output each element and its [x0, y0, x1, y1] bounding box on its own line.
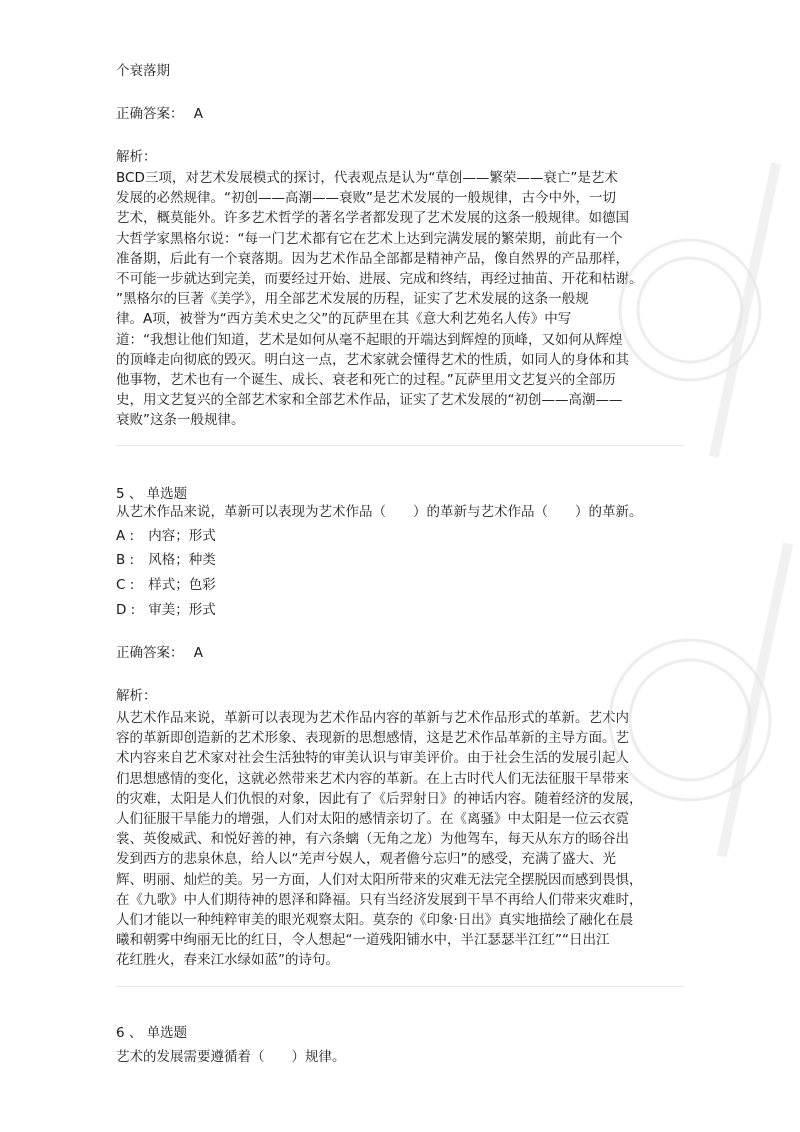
analysis-line: 艺术，概莫能外。许多艺术哲学的著名学者都发现了艺术发展的这条一般规律。如德国 — [116, 210, 629, 227]
q5-header: 5 、 单选题 — [116, 486, 188, 502]
q5-analysis-label: 解析： — [116, 688, 157, 704]
analysis-line: 大哲学家黑格尔说：“每一门艺术都有它在艺术上达到完满发展的繁荣期，前此有一个 — [116, 230, 623, 247]
option-c[interactable] — [116, 575, 216, 595]
option-text: 风格；种类 — [148, 552, 216, 568]
divider — [116, 986, 684, 987]
analysis-line: 人们征服干旱能力的增强，人们对太阳的感情亲切了。在《离骚》中太阳是一位云衣霓 — [116, 811, 629, 827]
q4-analysis-label: 解析： — [116, 149, 157, 165]
option-letter: D : — [116, 602, 136, 618]
answer-value: A — [193, 645, 204, 661]
option-a[interactable] — [116, 526, 216, 546]
option-b[interactable] — [116, 550, 216, 570]
option-letter: C : — [116, 577, 135, 593]
analysis-line: 的灾难，太阳是人们仇恨的对象，因此有了《后羿射日》的神话内容。随着经济的发展， — [116, 790, 643, 807]
analysis-line: 曦和朝雾中绚丽无比的红日，令人想起“一道残阳铺水中，半江瑟瑟半江红”“日出江 — [116, 932, 610, 949]
q4-answer — [116, 104, 203, 124]
option-d[interactable] — [116, 600, 216, 620]
analysis-line: 他事物，艺术也有一个诞生、成长、衰老和死亡的过程。”瓦萨里用文艺复兴的全部历 — [116, 372, 616, 388]
top-fragment: 个衰落期 — [116, 63, 170, 79]
analysis-line: 辉、明丽、灿烂的美。另一方面，人们对太阳所带来的灾难无法完全摆脱因而感到畏惧， — [116, 871, 643, 888]
option-letter: B : — [116, 552, 135, 568]
option-text: 审美；形式 — [148, 602, 216, 618]
analysis-line: 人们才能以一种纯粹审美的眼光观察太阳。莫奈的《印象·日出》真实地描绘了融化在晨 — [116, 912, 634, 928]
option-text: 内容；形式 — [148, 528, 216, 544]
analysis-line: 在《九歌》中人们期待神的恩泽和降福。只有当经济发展到干旱不再给人们带来灾难时， — [116, 891, 643, 908]
answer-value: A — [193, 106, 204, 122]
analysis-line: 律。A项，被誉为“西方美术史之父”的瓦萨里在其《意大利艺苑名人传》中写 — [116, 311, 572, 328]
analysis-line: 从艺术作品来说，革新可以表现为艺术作品内容的革新与艺术作品形式的革新。艺术内 — [116, 710, 629, 726]
analysis-line: 花红胜火，春来江水绿如蓝”的诗句。 — [116, 952, 339, 969]
answer-label: 正确答案： — [116, 106, 184, 122]
analysis-line: 史，用文艺复兴的全部艺术家和全部艺术作品，证实了艺术发展的“初创——高潮—— — [116, 392, 623, 409]
analysis-line: 裳、英俊威武、和悦好善的神，有六条螭（无角之龙）为他驾车，每天从东方的旸谷出 — [116, 831, 629, 848]
option-letter: A : — [116, 528, 135, 544]
analysis-line: 衰败”这条一般规律。 — [116, 412, 245, 429]
analysis-line: 容的革新即创造新的艺术形象、表现新的思想感情，这是艺术作品革新的主导方面。艺 — [116, 730, 629, 747]
q6-stem: 艺术的发展需要遵循着（ ）规律。 — [116, 1049, 346, 1065]
analysis-line: 术内容来自艺术家对社会生活独特的审美认识与审美评价。由于社会生活的发展引起人 — [116, 750, 629, 767]
analysis-line: 准备期，后此有一个衰落期。因为艺术作品全部都是精神产品，像自然界的产品那样， — [116, 250, 629, 267]
analysis-line: 发展的必然规律。“初创——高潮——衰败”是艺术发展的一般规律，古今中外，一切 — [116, 190, 616, 207]
analysis-line: 的顶峰走向彻底的毁灭。明白这一点，艺术家就会懂得艺术的性质，如同人的身体和其 — [116, 351, 629, 368]
q5-answer — [116, 643, 203, 663]
analysis-line: BCD三项，对艺术发展模式的探讨，代表观点是认为“草创——繁荣——衰亡”是艺术 — [116, 170, 618, 186]
answer-label: 正确答案： — [116, 645, 184, 661]
analysis-line: ”黑格尔的巨著《美学》，用全部艺术发展的历程，证实了艺术发展的这条一般规 — [116, 291, 589, 308]
analysis-line: 道：“我想让他们知道，艺术是如何从毫不起眼的开端达到辉煌的顶峰，又如何从辉煌 — [116, 331, 623, 348]
analysis-line: 发到西方的悲泉休息，给人以“羌声兮娱人，观者儋兮忘归”的感受，充满了盛大、光 — [116, 851, 616, 868]
analysis-line: 们思想感情的变化，这就必然带来艺术内容的革新。在上古时代人们无法征服干旱带来 — [116, 770, 629, 787]
option-text: 样式；色彩 — [148, 577, 216, 593]
divider — [116, 445, 684, 446]
q6-header: 6 、 单选题 — [116, 1025, 188, 1041]
analysis-line: 不可能一步就达到完美，而要经过开始、进展、完成和终结，再经过抽苗、开花和枯谢。 — [116, 271, 643, 287]
q5-stem: 从艺术作品来说，革新可以表现为艺术作品（ ）的革新与艺术作品（ ）的革新。 — [116, 504, 643, 520]
